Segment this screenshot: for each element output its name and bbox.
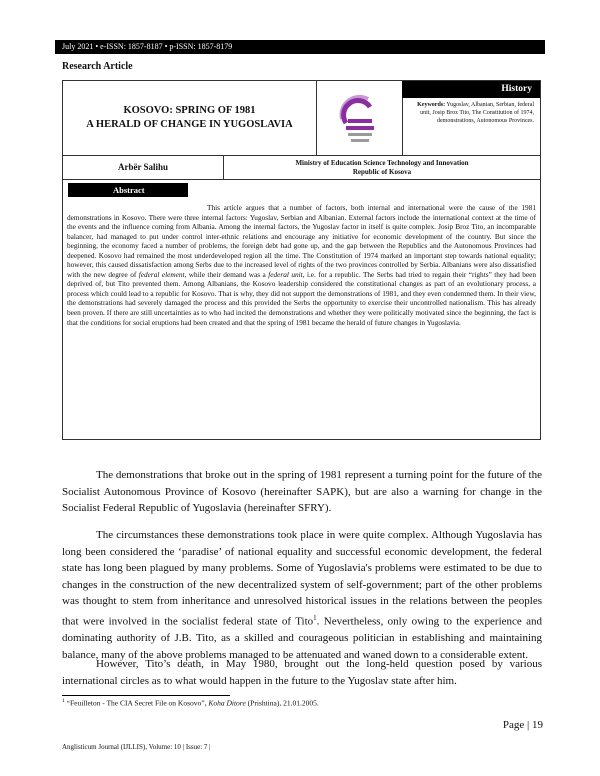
footnote-rest: (Prishtina), 21.01.2005. <box>245 698 319 708</box>
abstract-label: Abstract <box>68 183 188 197</box>
journal-info: Anglisticum Journal (IJLLIS), Volume: 10 | Issue: 7 | <box>62 743 211 751</box>
abstract-part-3: , i.e. for a republic. The Serbs had tried to regain their “rights” they had been deprived of, but Tito prevented them. Among Albanians, the Kosovo leadership considered the constitutional changes as part of an evolutionary process, a process which could lead to a republic for Kosovo. That is why, they did not support the demonstrations of 1981, and they even condemned them. In their view, the demonstrations had severely damaged the process and this provided the Serbs the opportunity to exercise their uncontrolled nationalism. This has already been proven. If there are still uncertainties as to who had incited the demonstrations and whether they were politically motivated since the beginning, the fact is that the conditions for social eruptions had been created and that the spring of 1981 became the herald of future changes in Yugoslavia. <box>67 269 536 327</box>
body-paragraph-2-rest: . Nevertheless, only owing to the experience and dominating authority of J.B. Tito, as a skilled and courageous politician in establishing and maintaining balance, many of the above problems managed to be attenuated and waned down to a considerable extent. <box>62 615 542 661</box>
body-paragraph-2-text: The circumstances these demonstrations took place in were quite complex. Although Yugoslavia has long been considered the ‘paradise’ of national equality and successful economic development, the federal state has long been plagued by many problems. Some of Yugoslavia's problems were estimated to be due to changes in the construction of the new decentralized system of self-government; part of the other problems was thought to stem from inheritance and unresolved historical issues in the relations between the peoples that were involved in the socialist federal state of Tito <box>62 529 542 628</box>
keywords-text: Yugoslav, Albanian, Serbian, federal unit, Josip Broz Tito, The Constitution of 1974, demonstrations, Autonomous Provinces. <box>420 102 534 124</box>
title-line-1: KOSOVO: SPRING OF 1981 <box>123 105 256 116</box>
footnote-number: 1 <box>62 698 65 704</box>
history-label: History <box>402 81 540 98</box>
footnote-reference[interactable]: 1 <box>313 613 317 622</box>
page-number: Page | 19 <box>502 719 543 731</box>
logo-bar-2 <box>346 126 374 130</box>
body-paragraph-1: The demonstrations that broke out in the spring of 1981 represent a turning point for the future of the Socialist Autonomous Province of Kosovo (hereinafter SAPK), but are also a warning for change in the Socialist Federal Republic of Yugoslavia (hereinafter SFRY). <box>62 469 542 515</box>
affiliation-line-2: Republic of Kosova <box>352 167 412 176</box>
abstract-emphasis-1: federal element <box>138 269 185 279</box>
author-name: Arbër Salihu <box>63 156 224 179</box>
abstract-text <box>67 203 536 327</box>
abstract-part-1: This article argues that a number of factors, both internal and international were the cause of the 1981 demonstrations in Kosovo. There were three internal factors: Yugoslav, Serbian and Albanian. External factors include the international context at the time of the events and the influence coming from Albania. Among the internal factors, the Yugoslav factor in itself is quite complex. Josip Broz Tito, an incomparable balancer, had managed to put under control inter-ethnic relations and encourage any initiative for economic development of the country. But since the beginning, the economy faced a number of problems, the foreign debt had gone up, and the gap between the Republics and the Autonomous Provinces had deepened. Kosovo had remained the most underdeveloped region all the time. The Constitution of 1974 marked an important step towards national equality; however, this caused dissatisfaction among Serbs due to the increased level of rights of the two provinces controlled by Serbia. Albanians were also dissatisfied with the new degree of <box>67 203 536 279</box>
keywords-label: Keywords: <box>417 102 446 108</box>
abstract-emphasis-2: federal unit <box>268 269 303 279</box>
body-paragraph-3: However, Tito’s death, in May 1980, brought out the long-held question posed by various international circles as to what would happen in the future to the Yugoslav state after him. <box>62 658 542 687</box>
article-title <box>63 81 317 155</box>
affiliation-line-1: Ministry of Education Science Technology and Innovation <box>295 159 469 167</box>
footnote-text: “Feuilleton - The CIA Secret File on Kosovo”, <box>64 698 209 708</box>
body-paragraph-2 <box>62 527 542 663</box>
logo-bar-1 <box>348 119 372 123</box>
logo-bar-4 <box>351 139 369 142</box>
history-box <box>402 81 540 155</box>
keywords <box>406 102 534 125</box>
logo-bar-3 <box>348 133 372 136</box>
abstract-part-2: , while their demand was a <box>184 269 269 279</box>
footnote-source: Koha Ditore <box>208 698 246 708</box>
journal-logo-icon <box>316 81 402 155</box>
article-header-box <box>62 80 541 156</box>
abstract-box <box>62 180 541 440</box>
journal-logo <box>316 81 403 155</box>
running-header: July 2021 • e-ISSN: 1857-8187 • p-ISSN: 1857-8179 <box>55 40 545 54</box>
author-affiliation <box>223 159 541 176</box>
title-line-2: A HERALD OF CHANGE IN YUGOSLAVIA <box>86 119 293 130</box>
footnote-divider <box>62 695 230 696</box>
article-type: Research Article <box>62 61 133 72</box>
author-row <box>62 156 541 180</box>
footnote <box>62 698 319 708</box>
